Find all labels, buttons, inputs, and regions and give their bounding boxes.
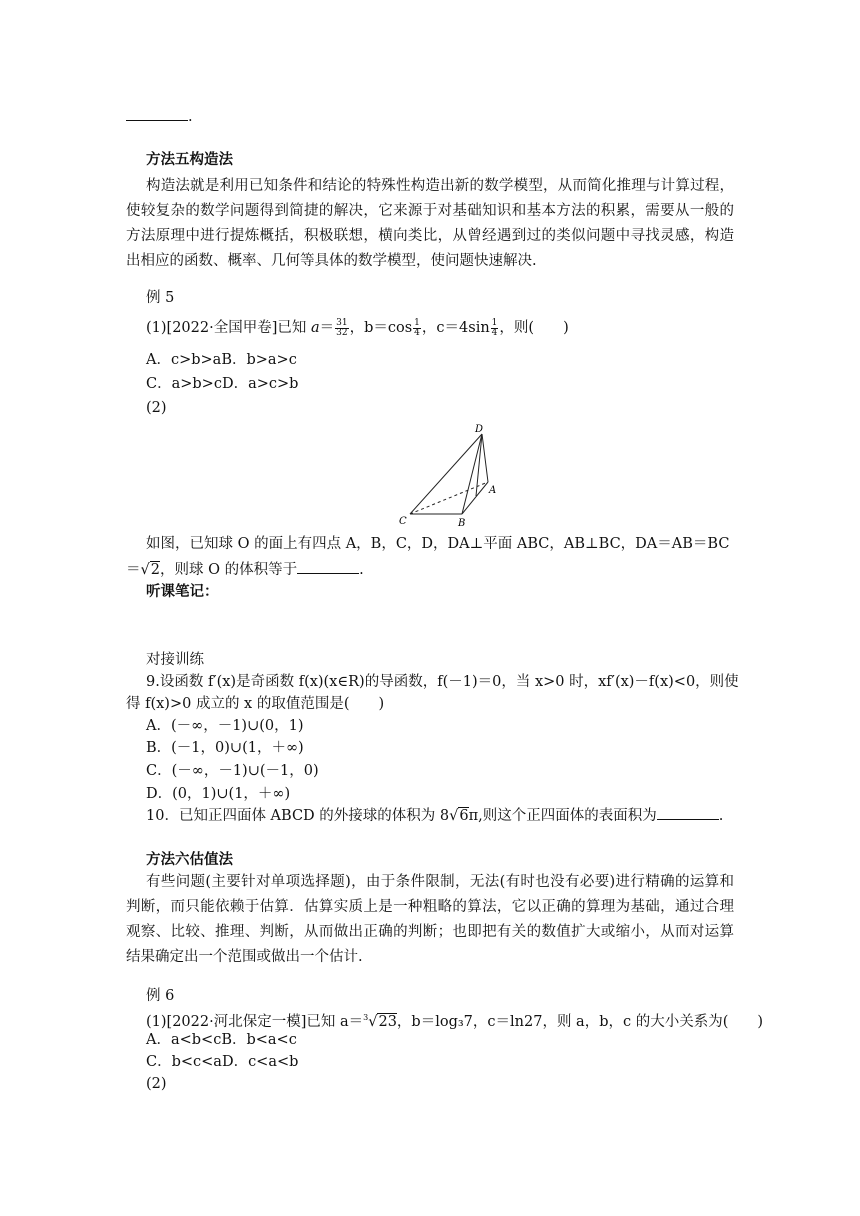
example5-label: 例 5 xyxy=(146,290,175,306)
method6-body: 有些问题(主要针对单项选择题)，由于条件限制，无法(有时也没有必要)进行精确的运算和判断，而只能依赖于估算．估算实质上是一种粗略的算法，它以正确的算理为基础，通过合理观察、比较、推理、判断，从而做出正确的判断；也即把有关的数值扩大或缩小，从而对运算结果确定出一个范围或做出一个估计. xyxy=(126,874,734,965)
example5-q2-label: (2) xyxy=(146,400,167,416)
example6-options-ab: A．a<b<cB．b<a<c xyxy=(146,1032,297,1048)
q9-option-b: B．(－1，0)∪(1，＋∞) xyxy=(146,740,304,756)
example5-options-ab: A．c>b>aB．b>a>c xyxy=(146,352,297,368)
q9-option-c: C．(－∞，－1)∪(－1，0) xyxy=(146,763,319,779)
pyramid-figure xyxy=(396,420,516,530)
example5-q2-text2: ＝√2，则球 O 的体积等于 . xyxy=(126,562,364,578)
q9-option-d: D．(0，1)∪(1，＋∞) xyxy=(146,786,291,802)
label-d: D xyxy=(475,424,484,435)
example5-q1: (1)[2022·全国甲卷]已知 a＝ $\frac{31}{32}$ ，b＝cos $\frac{1}{4}$ ，c＝4sin $\frac{1}{4}$ ，则( ) xyxy=(146,317,569,338)
notes-heading: 听课笔记： xyxy=(146,583,219,600)
fraction-31-32: $\frac{31}{32}$ xyxy=(336,317,348,338)
fraction-1-4: $\frac{1}{4}$ xyxy=(414,317,420,338)
example6-label: 例 6 xyxy=(146,988,175,1004)
q9-line2: 得 f(x)>0 成立的 x 的取值范围是( ) xyxy=(126,696,385,712)
top-answer-blank: . xyxy=(126,107,193,127)
label-b: B xyxy=(458,518,466,529)
training-heading: 对接训练 xyxy=(146,652,204,668)
example5-options-cd: C．a>b>cD．a>c>b xyxy=(146,376,299,392)
label-c: C xyxy=(399,516,407,527)
q9-option-a: A．(－∞，－1)∪(0，1) xyxy=(146,718,304,734)
example6-q2-label: (2) xyxy=(146,1076,167,1092)
example5-q2-text: 如图，已知球 O 的面上有四点 A，B，C，D，DA⊥平面 ABC，AB⊥BC，DA＝AB＝BC xyxy=(146,536,730,552)
q10-text: 10．已知正四面体 ABCD 的外接球的体积为 8√6π,则这个正四面体的表面积为 . xyxy=(146,808,724,824)
method6-heading: 方法六估值法 xyxy=(146,851,233,868)
method5-body: 构造法就是利用已知条件和结论的特殊性构造出新的数学模型，从而简化推理与计算过程，使较复杂的数学问题得到简捷的解决，它来源于对基础知识和基本方法的积累，需要从一般的方法原理中进行提炼概括，积极联想，横向类比，从曾经遇到过的类似问题中寻找灵感，构造出相应的函数、概率、几何等具体的数学模型，使问题快速解决. xyxy=(126,178,734,269)
method5-heading: 方法五构造法 xyxy=(146,151,233,168)
example6-options-cd: C．b<c<aD．c<a<b xyxy=(146,1054,299,1070)
fraction-1-4-b: $\frac{1}{4}$ xyxy=(491,317,498,338)
label-a: A xyxy=(489,485,497,496)
example6-q1: (1)[2022·河北保定一模]已知 a＝$^3$√23，b＝log₃7，c＝ln27，则 a，b，c 的大小关系为( ) xyxy=(146,1013,764,1030)
q9-line1: 9.设函数 f′(x)是奇函数 f(x)(x∈R)的导函数，f(－1)＝0，当 x>0 时，xf′(x)－f(x)<0，则使 xyxy=(146,674,739,690)
